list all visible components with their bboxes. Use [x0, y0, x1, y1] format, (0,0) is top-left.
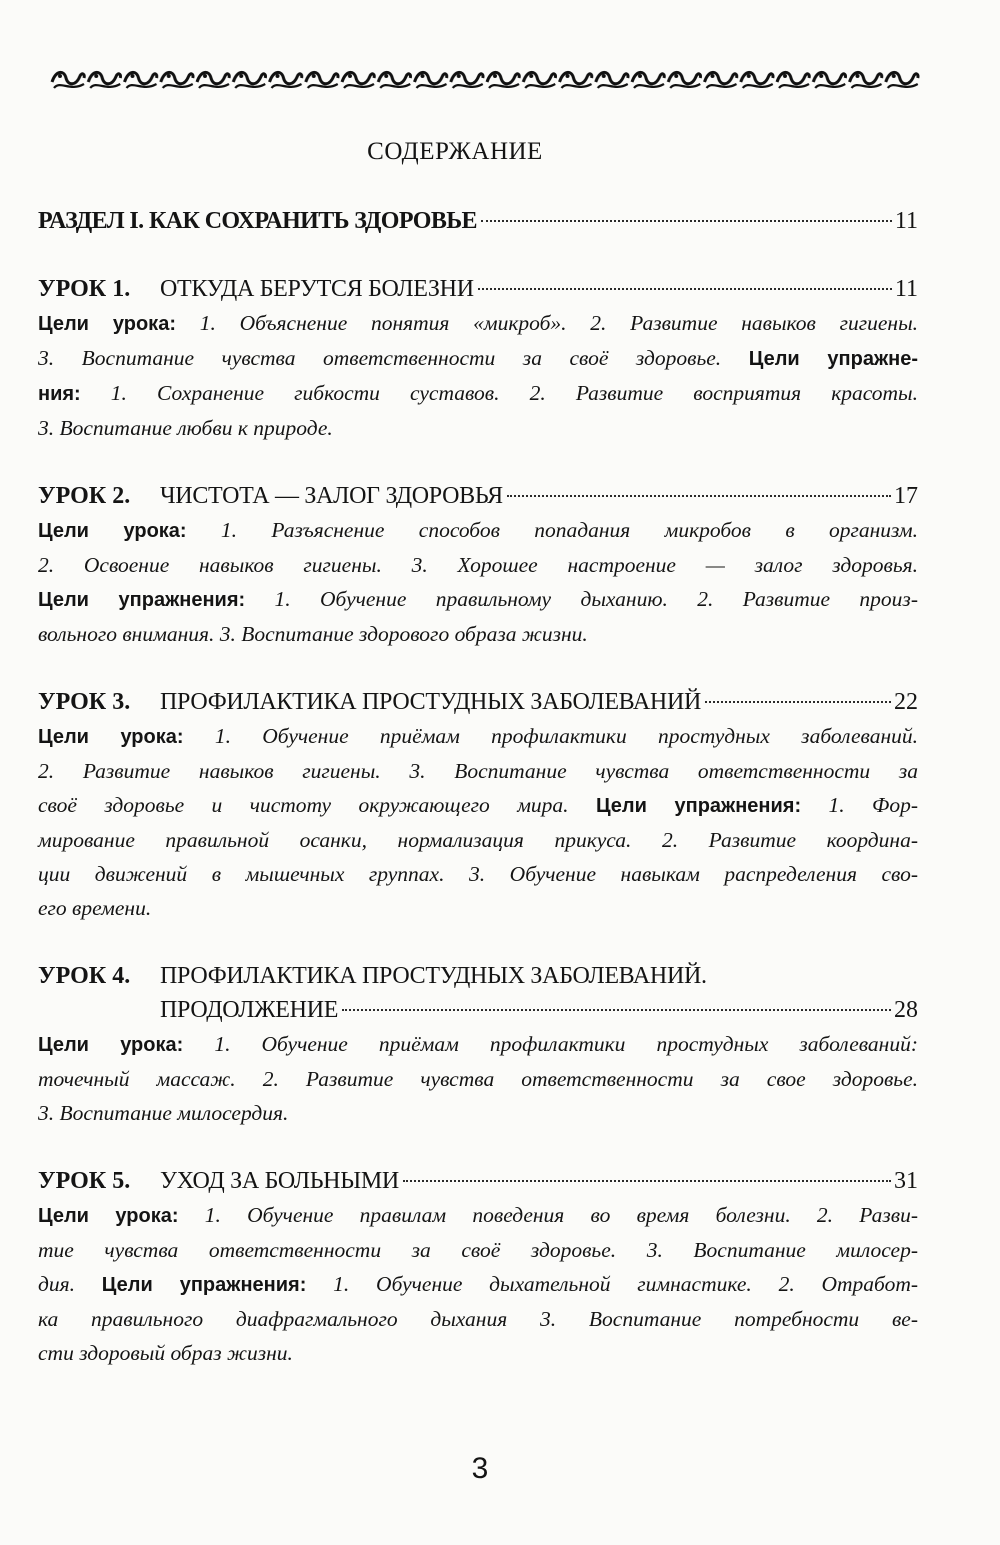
goals-label: Цели упражнения:: [101, 1274, 307, 1296]
goals-line: [38, 306, 918, 341]
goals-line: [38, 617, 918, 651]
goals-line: [38, 411, 918, 445]
lesson-page: 28: [894, 997, 918, 1023]
lesson-title: ЧИСТОТА — ЗАЛОГ ЗДОРОВЬЯ: [160, 483, 503, 509]
lesson-entry: [38, 1164, 918, 1370]
goals-label: Цели урока:: [38, 520, 187, 542]
lesson-page: 22: [894, 689, 918, 715]
goals-text: 1. Обучение правильному дыханию. 2. Развитие произ-: [245, 587, 918, 611]
goals-text: мирование правильной осанки, нормализация прикуса. 2. Развитие координа-: [38, 828, 918, 852]
table-of-contents: [38, 204, 918, 1404]
goals-line: [38, 754, 918, 788]
goals-label: Цели упражнения:: [595, 795, 802, 817]
goals-text: своё здоровье и чистоту окружающего мира.: [38, 793, 596, 817]
lesson-heading[interactable]: [38, 479, 918, 513]
goals-line: [38, 341, 918, 376]
lesson-heading[interactable]: [38, 685, 918, 719]
goals-label: Цели урока:: [38, 313, 176, 335]
lesson-number: УРОК 5.: [38, 1168, 131, 1194]
goals-line: [38, 1062, 918, 1096]
page-number: 3: [471, 1452, 489, 1485]
goals-line: [38, 788, 918, 823]
contents-title: СОДЕРЖАНИЕ: [367, 138, 543, 165]
goals-label: Цели упражне-: [748, 348, 919, 370]
goals-label: ния:: [38, 383, 81, 405]
dot-leader: [507, 495, 891, 497]
lesson-heading[interactable]: [38, 1164, 918, 1198]
section-entry[interactable]: [38, 204, 918, 238]
lesson-entry: [38, 272, 918, 445]
goals-text: 1. Обучение дыхательной гимнастике. 2. Отработ-: [306, 1272, 918, 1296]
lesson-goals: [38, 306, 918, 445]
goals-line: [38, 857, 918, 891]
goals-label: Цели урока:: [38, 1205, 179, 1227]
goals-line: [38, 1198, 918, 1233]
goals-text: ка правильного диафрагмального дыхания 3. Воспитание потребности ве-: [38, 1307, 918, 1331]
section-title: РАЗДЕЛ I. КАК СОХРАНИТЬ ЗДОРОВЬЕ: [38, 208, 477, 234]
goals-line: [38, 513, 918, 548]
lesson-goals: [38, 1198, 918, 1370]
goals-line: [38, 1096, 918, 1130]
goals-text: 1. Обучение правилам поведения во время болезни. 2. Разви-: [178, 1203, 918, 1227]
goals-text: 3. Воспитание милосердия.: [38, 1101, 289, 1125]
goals-text: тие чувства ответственности за своё здоровье. 3. Воспитание милосер-: [38, 1238, 918, 1262]
lesson-goals: [38, 719, 918, 925]
goals-label: Цели упражнения:: [38, 589, 246, 611]
lesson-page: 31: [894, 1168, 918, 1194]
goals-line: [38, 582, 918, 617]
lesson-title-continued: ПРОДОЛЖЕНИЕ: [160, 997, 339, 1023]
lesson-number: УРОК 2.: [38, 483, 131, 509]
lesson-number: УРОК 1.: [38, 276, 131, 302]
goals-line: [38, 1233, 918, 1267]
lesson-heading-continued[interactable]: [38, 993, 918, 1027]
goals-text: 3. Воспитание чувства ответственности за своё здоровье.: [38, 346, 749, 370]
goals-text: 1. Обучение приёмам профилактики простудных заболеваний.: [183, 724, 918, 748]
lesson-list: [38, 272, 918, 1370]
goals-text: его времени.: [38, 896, 152, 920]
goals-text: вольного внимания. 3. Воспитание здорового образа жизни.: [38, 622, 588, 646]
goals-line: [38, 1267, 918, 1302]
dot-leader: [705, 701, 891, 703]
goals-line: [38, 823, 918, 857]
goals-label: Цели урока:: [38, 726, 184, 748]
lesson-title: ПРОФИЛАКТИКА ПРОСТУДНЫХ ЗАБОЛЕВАНИЙ.: [160, 963, 707, 989]
goals-line: [38, 1027, 918, 1062]
lesson-title: ПРОФИЛАКТИКА ПРОСТУДНЫХ ЗАБОЛЕВАНИЙ: [160, 689, 702, 715]
goals-text: 2. Развитие навыков гигиены. 3. Воспитание чувства ответственности за: [38, 759, 918, 783]
goals-line: [38, 891, 918, 925]
decorative-ornament-border: [50, 64, 920, 94]
goals-text: сти здоровый образ жизни.: [38, 1341, 293, 1365]
goals-line: [38, 1336, 918, 1370]
goals-text: 2. Освоение навыков гигиены. 3. Хорошее настроение — залог здоровья.: [38, 553, 918, 577]
goals-line: [38, 376, 918, 411]
dot-leader: [403, 1180, 891, 1182]
lesson-entry: [38, 685, 918, 925]
lesson-heading[interactable]: [38, 272, 918, 306]
goals-text: 1. Разъяснение способов попадания микробов в организм.: [186, 518, 919, 542]
lesson-goals: [38, 1027, 918, 1130]
dot-leader: [481, 220, 892, 222]
lesson-heading[interactable]: [38, 959, 918, 993]
goals-text: 1. Объяснение понятия «микроб». 2. Развитие навыков гигиены.: [175, 311, 919, 335]
lesson-page: 17: [894, 483, 918, 509]
goals-label: Цели урока:: [38, 1034, 184, 1056]
dot-leader: [342, 1009, 891, 1011]
goals-line: [38, 719, 918, 754]
lesson-entry: [38, 959, 918, 1130]
lesson-page: 11: [894, 276, 918, 302]
goals-text: 1. Обучение приёмам профилактики простудных заболеваний:: [183, 1032, 919, 1056]
section-page: 11: [894, 208, 918, 234]
goals-line: [38, 1302, 918, 1336]
dot-leader: [478, 288, 892, 290]
goals-text: 1. Фор-: [801, 793, 918, 817]
goals-text: точечный массаж. 2. Развитие чувства ответственности за свое здоровье.: [38, 1067, 918, 1091]
lesson-title: ОТКУДА БЕРУТСЯ БОЛЕЗНИ: [160, 276, 474, 302]
lesson-number: УРОК 3.: [38, 689, 131, 715]
goals-line: [38, 548, 918, 582]
lesson-title: УХОД ЗА БОЛЬНЫМИ: [160, 1168, 399, 1194]
lesson-entry: [38, 479, 918, 651]
goals-text: 1. Сохранение гибкости суставов. 2. Развитие восприятия красоты.: [80, 381, 918, 405]
goals-text: дия.: [38, 1272, 102, 1296]
lesson-number: УРОК 4.: [38, 963, 131, 989]
lesson-goals: [38, 513, 918, 651]
goals-text: ции движений в мышечных группах. 3. Обучение навыкам распределения сво-: [38, 862, 918, 886]
goals-text: 3. Воспитание любви к природе.: [38, 416, 333, 440]
